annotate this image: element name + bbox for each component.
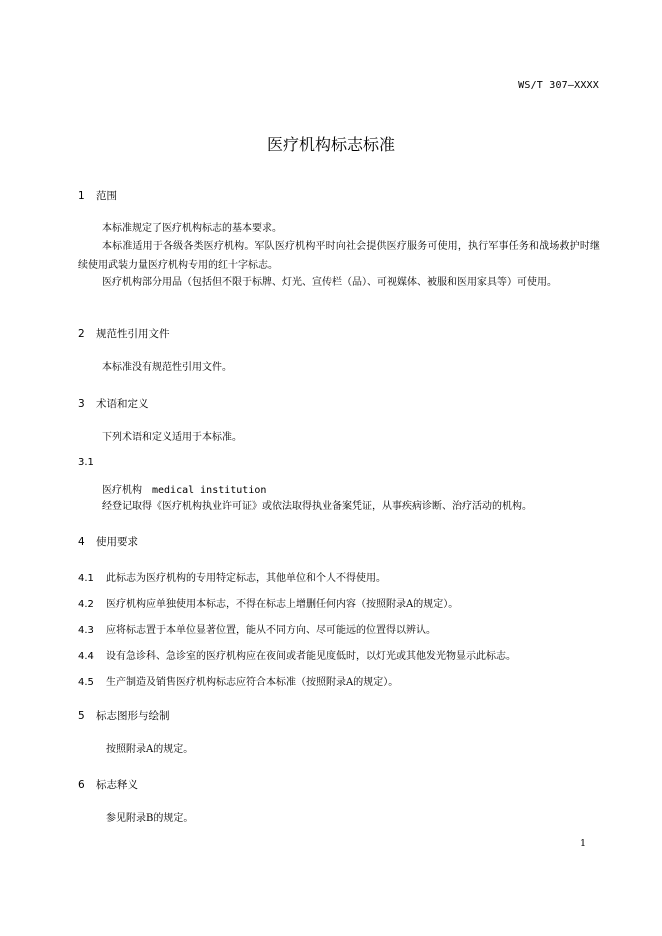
section-6-text: 参见附录B的规定。 [106, 813, 194, 824]
section-2-text: 本标准没有规范性引用文件。 [102, 362, 232, 373]
section-5-heading [78, 708, 170, 723]
section-title: 术语和定义 [96, 398, 149, 410]
requirement-item [78, 569, 386, 584]
requirement-number: 4.5 [78, 677, 94, 688]
page-title: 医疗机构标志标准 [266, 135, 395, 154]
section-number: 1 [78, 190, 85, 202]
section-2-heading [78, 326, 170, 341]
section-title: 范围 [96, 190, 117, 202]
term-english: medical institution [152, 485, 267, 496]
term-definition: 经登记取得《医疗机构执业许可证》或依法取得执业备案凭证，从事疾病诊断、治疗活动的机构。 [102, 501, 532, 512]
clause-number: 3.1 [78, 457, 94, 468]
section-6-heading [78, 777, 138, 792]
requirement-item [78, 647, 516, 662]
section-title: 标志图形与绘制 [96, 710, 170, 722]
requirement-item [78, 621, 436, 636]
section-4-heading [78, 534, 138, 549]
section-1-paragraph-2: 本标准适用于各级各类医疗机构。军队医疗机构平时向社会提供医疗服务可使用，执行军事任务和战场救护时继续使用武装力量医疗机构专用的红十字标志。 [78, 241, 600, 271]
section-number: 3 [78, 398, 85, 410]
section-3-text: 下列术语和定义适用于本标准。 [102, 432, 242, 443]
requirement-text: 应将标志置于本单位显著位置，能从不同方向、尽可能远的位置得以辨认。 [106, 625, 436, 636]
section-title: 标志释义 [96, 779, 138, 791]
section-5-text: 按照附录A的规定。 [106, 744, 194, 755]
term-entry [102, 481, 266, 496]
term-chinese: 医疗机构 [102, 485, 142, 496]
standard-code: WS/T 307—XXXX [518, 80, 599, 91]
section-1-paragraph-3: 医疗机构部分用品（包括但不限于标牌、灯光、宣传栏（品）、可视媒体、被服和医用家具等）可使用。 [102, 277, 557, 288]
requirement-item [78, 595, 458, 610]
requirement-number: 4.1 [78, 573, 94, 584]
section-3-heading [78, 396, 149, 411]
section-number: 4 [78, 536, 85, 548]
section-number: 6 [78, 779, 85, 791]
requirement-number: 4.2 [78, 599, 94, 610]
section-title: 使用要求 [96, 536, 138, 548]
requirement-text: 此标志为医疗机构的专用特定标志，其他单位和个人不得使用。 [106, 573, 386, 584]
requirement-text: 医疗机构应单独使用本标志，不得在标志上增删任何内容（按照附录A的规定）。 [106, 599, 459, 610]
requirement-number: 4.3 [78, 625, 94, 636]
requirement-number: 4.4 [78, 651, 94, 662]
section-1-paragraph-1: 本标准规定了医疗机构标志的基本要求。 [102, 223, 282, 234]
requirement-text: 生产制造及销售医疗机构标志应符合本标准（按照附录A的规定）。 [106, 677, 399, 688]
section-number: 5 [78, 710, 85, 722]
page-number: 1 [579, 838, 586, 849]
section-title: 规范性引用文件 [96, 328, 170, 340]
requirement-text: 设有急诊科、急诊室的医疗机构应在夜间或者能见度低时，以灯光或其他发光物显示此标志。 [106, 651, 516, 662]
section-1-heading [78, 188, 117, 203]
requirement-item [78, 673, 398, 688]
section-number: 2 [78, 328, 85, 340]
